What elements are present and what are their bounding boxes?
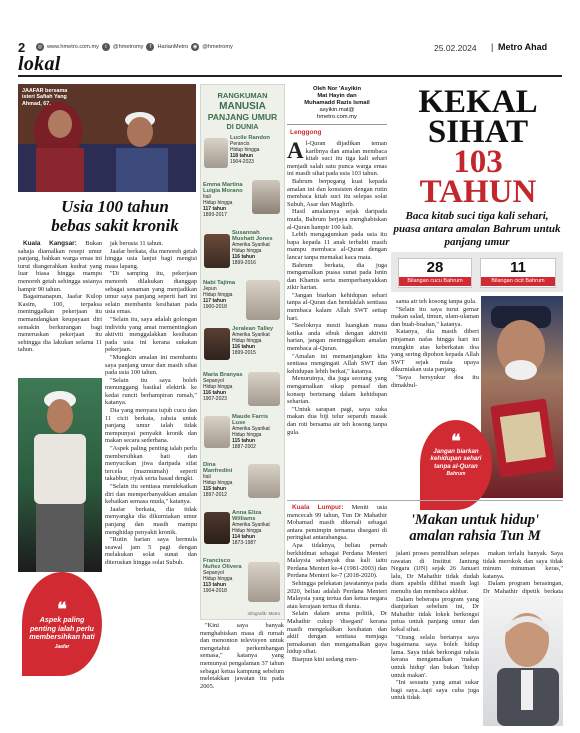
sidebar-entry-country: Amerika Syarikat xyxy=(232,332,270,338)
story-b-headline-line1: KEKAL xyxy=(418,84,538,120)
bahrum-figure xyxy=(481,296,563,498)
sidebar-entry-age: 117 tahun xyxy=(203,298,227,304)
sidebar-entry-label: Hidup hingga xyxy=(232,338,262,344)
sidebar-entry-label: Hidup hingga xyxy=(203,292,233,298)
story-b-para: Bahrum berpegang kuat kepada amalan ini dan konsisten dengan rutin membaca kitab suci itu selepas solat Subuh, Asar dan Maghrib. xyxy=(287,177,387,208)
sidebar-credit: Infografik: Metro xyxy=(247,611,280,616)
sidebar-entry-years: 1873-1987 xyxy=(232,540,256,546)
story-b-para: "Jangan biarkan kehidupan sehari tanpa al-Quran dan hendaklah sentiasa membaca kalam Allah SWT setiap hari. xyxy=(287,291,387,322)
story-c-para: Apa tidaknya, beliau pernah berkhidmat sebagai Perdana Menteri Malaysia sebanyak dua kali iaitu Perdana Menteri ke-4 (1981-2003) dan Perdana Menteri ke-7 (2018-2020). xyxy=(287,541,387,580)
story-b-quote-bubble xyxy=(420,420,492,510)
sidebar-entry-years: 1887-2002 xyxy=(232,444,256,450)
mahathir-figure xyxy=(483,596,563,726)
sidebar-entry-name: Maria Branyas xyxy=(203,372,243,378)
byline-rule xyxy=(287,124,387,125)
sidebar-entry-years: 1904-2023 xyxy=(230,159,254,165)
sidebar-entry-country: Sepanyol xyxy=(203,570,224,576)
header-rule xyxy=(18,75,562,77)
story-c-para: makan terlalu banyak. Saya tidak merokok dan saya tidak minum minuman keras," katanya. xyxy=(483,550,563,580)
stat-great-grandchildren-label: Bilangan cicit Bahrum xyxy=(481,277,555,286)
jaafar-photo xyxy=(18,378,102,572)
story-b-para: Bahrum berkata, dia juga mengamalkan puasa sunat pada Isnin dan Khamis serta memperbanyakkan zikir harian. xyxy=(287,261,387,292)
sidebar-entry-country: Sepanyol xyxy=(203,378,224,384)
sidebar-entry-label: Hidup hingga xyxy=(230,147,260,153)
sidebar-entry-label: Hidup hingga xyxy=(232,248,262,254)
story-a-para: "Selain itu saya boleh menunggang basikal elektrik ke kedai runcit berhampiran rumah," katanya. xyxy=(105,376,197,407)
story-a-col3 xyxy=(200,622,284,722)
sidebar-entry-years: 1900-2018 xyxy=(203,304,227,310)
sidebar-entry-age: 116 tahun xyxy=(203,390,227,396)
story-a-para: Dia yang menyara tujuh cucu dan 11 cicit berkata, rahsia untuk panjang umur ialah tidak mempunyai penyakit kronik dan makan secara sederhana. xyxy=(105,407,197,445)
header-divider: | xyxy=(491,42,494,52)
story-a-para xyxy=(18,240,102,293)
sidebar-entry-country: Perancis xyxy=(230,141,250,147)
social-facebook[interactable]: HarianMetro xyxy=(157,44,189,50)
story-c-intro: Meniti usia mencecah 99 tahun, Tun Dr Mahathir Mohamad masih dikenali sebagai antara pemimpin ternama disegani di peringkat antarabangsa. xyxy=(287,504,387,542)
section-title: lokal xyxy=(18,53,61,75)
sidebar-entry-label: Hidup hingga xyxy=(203,384,233,390)
stat-grandchildren-label: Bilangan cucu Bahrum xyxy=(399,277,471,286)
sidebar-entry-age: 118 tahun xyxy=(230,153,254,159)
mahathir-photo xyxy=(483,596,563,726)
story-c-dateline: Kuala Lumpur: xyxy=(292,504,344,511)
sidebar-entry-country: Jepun xyxy=(203,286,217,292)
story-c-rule xyxy=(287,500,563,501)
story-b-dateline: Lenggong xyxy=(290,129,322,136)
sidebar-title-line4: DI DUNIA xyxy=(226,122,259,131)
sidebar-entry-country: Amerika Syarikat xyxy=(232,426,270,432)
sidebar-entry-name: Susannah Mushatt Jones xyxy=(232,230,273,242)
longevity-sidebar xyxy=(200,84,285,620)
social-website[interactable]: www.hmetro.com.my xyxy=(47,44,99,50)
story-a-para: "Selain itu, saya adalah golongan individu yang amat mementingkan aktiviti menggalakkan kesihatan pada usia ini kerana sukakan pekerjaan. xyxy=(105,315,197,354)
story-c-headline xyxy=(388,512,562,544)
story-a-para: "Mungkin amalan ini membantu saya panjang umur dan masih sihat pada usia 100 tahun. xyxy=(105,353,197,377)
story-b-para: "Selain itu saya turut gemar makan salad, timun, ulam-ulaman dan buah-buahan," katanya. xyxy=(391,305,479,328)
story-b-para: "Amalan ini memanjangkan kita sentiasa mengingati Allah SWT dan kehidupan lebih berkat," katanya. xyxy=(287,352,387,375)
byline-email-domain[interactable]: hmetro.com.my xyxy=(317,114,357,120)
sidebar-entry-country: Amerika Syarikat xyxy=(232,522,270,528)
story-a-text: Bukan sahaja diamalkan resepi umur panjang, bahkan warga emas ini turut diangerahkan kudrat yang luar biasa hingga mampu menoreh getah sehingga usianya hampir 90 tahun. xyxy=(18,240,102,293)
sidebar-entry-years: 1904-2018 xyxy=(203,588,227,594)
story-a-para xyxy=(18,293,102,354)
couple-photo-caption: JAAFAR bersama isteri Safiah Yang Ahmad, 67. xyxy=(22,88,68,107)
story-b-quote-author: Bahrum xyxy=(446,471,466,478)
story-a-col1 xyxy=(18,240,102,382)
sidebar-entry-years: 1899-2017 xyxy=(203,212,227,218)
jaafar-figure xyxy=(18,378,102,572)
couple-photo xyxy=(18,84,196,192)
sidebar-title-line2: MANUSIA xyxy=(219,101,266,112)
byline-author: Mat Hayin dan xyxy=(317,93,357,99)
story-a-para: "Di samping itu, pekerjaan menoreh dilakukan dianggap sebagai senaman yang menjadikan umur saya panjang seperti hari ini selain membantu kesihatan pada usia emas. xyxy=(105,270,197,316)
sidebar-entry-years: 1899-2015 xyxy=(232,350,256,356)
sidebar-entry-age: 115 tahun xyxy=(203,486,227,492)
sidebar-entry-country: Amerika Syarikat xyxy=(232,242,270,248)
globe-icon: ◎ xyxy=(37,44,43,50)
sidebar-title-line1: RANGKUMAN xyxy=(217,91,268,100)
story-c-para: Dalam program berasingan, Dr Mahathir dipetik berkata xyxy=(483,580,563,595)
story-a-para: Jaafar berkata, dia tidak menyangka dia dikurniakan umur panjang dan masih mampu menghidap penyakit kronik. xyxy=(105,505,197,536)
twitter-icon: t xyxy=(102,43,110,51)
story-a-dateline: Kuala Kangsar: xyxy=(23,240,77,247)
story-a-quote-bubble xyxy=(22,572,102,676)
story-a-para: Jaafar berkata, dia menoreh getah hingga usia lanjut bagi mengisi masa lapang. xyxy=(105,247,197,270)
sidebar-entry-label: Hidup hingga xyxy=(203,480,233,486)
story-a-text: Bagaimanapun, Jaafar Kulop Kasim, 100, terpaksa meninggalkan pekerjaan itu memandangkan keupayaan diri semakin berkurangan bagi meneruskan pekerjaan itu sehingga dia lakukan selama 11 tahun. xyxy=(18,293,102,354)
story-a-para: "Rutin harian saya bermula seawal jam 5 pagi dengan melakukan solat sunat dan diteruskan hingga solat Subuh. xyxy=(105,536,197,566)
byline-author: Oleh Nor 'Asyikin xyxy=(312,86,362,92)
story-c-col2 xyxy=(391,550,479,726)
story-a-quote-author: Jaafar xyxy=(54,643,70,650)
story-c-para: Sehingga pelekatan jawatannya pada 2020, beliau adalah Perdana Menteri Malaysia yang tertua dan ketua negara atau kerajaan tertua di dunia. xyxy=(287,579,387,610)
story-b-para: sama air teh kosong tanpa gula. xyxy=(396,298,477,305)
sidebar-entry-country: Itali xyxy=(203,194,211,200)
story-b-deck: Baca kitab suci tiga kali sehari, puasa antara amalan Bahrum untuk panjang umur xyxy=(393,210,561,248)
story-b-para: Katanya, dia masih diberi pinjaman nafas hingga hari ini mungkin atas keberkatan doa yang sering dipohon kepada Allah SWT sejak mula upaya dikurniakan usia panjang. xyxy=(391,328,479,374)
story-c-para: Biarpun kini sedang men- xyxy=(292,655,359,663)
story-c-headline-line1: 'Makan untuk hidup' xyxy=(410,512,540,528)
story-c-col1 xyxy=(287,504,387,726)
story-c-para: "Orang selalu bertanya saya bagaimana saya boleh hidup lama. Saya tidak berkongsi rahsia kerana mengamalkan 'makan untuk hidup' dan bukan 'hidup untuk makan'. xyxy=(391,633,479,679)
sidebar-entry-label: Hidup hingga xyxy=(203,576,233,582)
sidebar-entry-age: 113 tahun xyxy=(203,582,227,588)
story-a-headline xyxy=(33,197,197,235)
story-b-headline xyxy=(393,84,563,210)
story-b-headline-line4: TAHUN xyxy=(419,174,537,210)
story-b-lead: l-Quran dijadikan teman karibnya dan amalan membaca kitab suci itu tiga kali sehari menjadi salah satu punca warga emas ini masih sihat pada usia 103 tahun. xyxy=(287,140,387,178)
stat-great-grandchildren-value: 11 xyxy=(510,259,526,276)
story-b-headline-age: 103 xyxy=(453,144,503,180)
facebook-icon: f xyxy=(146,43,154,51)
story-c-para: "Ini sesuatu yang amat sukar bagi saya...tapi saya cuba juga untuk tidak xyxy=(391,679,479,702)
sidebar-entry-years: 1907-2023 xyxy=(203,396,227,402)
publication-brand: Metro Ahad xyxy=(498,42,548,52)
sidebar-entry-age: 116 tahun xyxy=(232,344,256,350)
sidebar-entry-name: Nabi Tajima xyxy=(203,280,236,286)
sidebar-entry-name: Anna Eliza Williams xyxy=(232,510,262,522)
sidebar-entry-years: 1899-2016 xyxy=(232,260,256,266)
story-c-para: Dalam beberapa program yang dianjurkan sebelum ini, Dr Mahathir tidak lokek berkongsi petua untuk panjang umur dan kekal sihat. xyxy=(391,595,479,633)
stat-grandchildren-value: 28 xyxy=(426,259,444,276)
sidebar-title-line3: PANJANG UMUR xyxy=(207,112,278,122)
sidebar-entry-age: 116 tahun xyxy=(232,254,256,260)
story-a-para: "Selain itu sentiasa mendekatkan diri dan memperbanyakkan amalan kebaikan semasa muda," katanya. xyxy=(105,483,197,506)
sidebar-entry-country: Itali xyxy=(203,474,211,480)
byline-author: Muhamadd Razis Ismail xyxy=(304,100,370,106)
story-b-para: "Saya bersyukur doa itu dimakbul- xyxy=(391,373,479,389)
social-links xyxy=(36,43,233,51)
bahrum-photo xyxy=(481,296,563,498)
quote-mark-icon: ❝ xyxy=(57,599,67,619)
story-b-dropcap: A xyxy=(287,140,304,163)
story-b-headline-line2: SIHAT xyxy=(427,114,529,150)
sidebar-entry-name: Jeralean Talley xyxy=(232,326,274,332)
sidebar-entry-age: 117 tahun xyxy=(203,206,227,212)
story-b-para: "Seeloknya mesti luangkan masa ketika anda sibuk dengan aktiviti harian, jangan meninggalkan amalan membaca al-Quran. xyxy=(287,322,387,353)
stat-grandchildren xyxy=(398,258,472,288)
sidebar-entry-age: 114 tahun xyxy=(232,534,256,540)
story-b-col2 xyxy=(391,298,479,416)
story-b-para: Hasil amalannya sejak daripada muda, Bahrum berjaya menghabiskan al-Quran hampir 100 kali. xyxy=(287,208,387,231)
sidebar-entry-name: Maude Farris Luse xyxy=(232,414,269,426)
sidebar-entry-name: Lucile Randon xyxy=(230,135,270,141)
quote-mark-icon: ❝ xyxy=(451,431,461,451)
story-a-para: jak berusia 11 tahun. xyxy=(110,240,164,247)
sidebar-entry-name: Dina Manfredini xyxy=(203,462,233,474)
story-b-quote: Jangan biarkan kehidupan sehari tanpa al-Quran xyxy=(430,448,482,470)
sidebar-entry-name: Francisco Nuñez Olivera xyxy=(203,558,242,570)
sidebar-entry-label: Hidup hingga xyxy=(203,200,233,206)
social-instagram[interactable]: @hmetromy xyxy=(202,44,233,50)
page-number: 2 xyxy=(18,40,26,55)
sidebar-entry-name: Emma Martina Luigia Morano xyxy=(203,182,243,194)
story-b-para: "Untuk sarapan pagi, saya suka makan dua biji telur separuh masak dan roti bersama air teh kosong tanpa gula. xyxy=(287,405,387,436)
sidebar-entry-years: 1897-2012 xyxy=(203,492,227,498)
issue-date: 25.02.2024 xyxy=(434,43,477,53)
story-c-lead xyxy=(287,504,387,542)
story-a-headline-line1: Usia 100 tahun xyxy=(61,197,169,216)
byline-email[interactable]: asyikin.mat@ xyxy=(319,107,355,113)
instagram-icon: ◉ xyxy=(193,44,198,50)
story-a-col2 xyxy=(105,240,197,720)
story-a-para: "Kini saya banyak menghabiskan masa di rumah dan menonton televisyen untuk mengetahui perkembangan semasa," katanya yang memunyai pengalaman 37 tahun sebagai ketua kampung sebelum meletakkan jawatan itu pada 2005. xyxy=(200,622,284,690)
story-a-para: "Aspek paling penting ialah perlu membersihkan hati dan menyucikan jiwa daripada sifat tercela (mazmumah) seperti takabbur, riyak serta hasad dengki. xyxy=(105,445,197,483)
story-a-quote: Aspek paling penting ialah perlu membersihkan hati xyxy=(29,615,95,642)
stat-great-grandchildren xyxy=(480,258,556,288)
sidebar-entry-label: Hidup hingga xyxy=(232,432,262,438)
story-b-byline xyxy=(287,86,387,121)
story-c-headline-line2: amalan rahsia Tun M xyxy=(409,528,541,544)
sidebar-entry-label: Hidup hingga xyxy=(232,528,262,534)
story-b-para: Menurutnya, dia juga seorang yang mengamalkan sikap pemaaf dan konsep bertenang dalam kehidupan seharian. xyxy=(287,375,387,406)
story-a-headline-line2: bebas sakit kronik xyxy=(51,216,179,235)
story-c-para: jalani proses pemulihan selepas rawatan di Institut Jantung Negara (IJN) sejak 26 Januari lalu, Dr Mahathir tidak dudah diam apabila dilihat masih lagi menulis dan membaca akhbar. xyxy=(391,550,479,595)
story-b-col1 xyxy=(287,140,387,504)
story-b-para: Lebih mengagumkan pada usia itu bapa kepada 11 anak terbabit masih mampu membaca al-Quran dengan lancar tanpa memakai kaca mata. xyxy=(287,231,387,261)
social-twitter[interactable]: @hmetromy xyxy=(112,44,144,50)
story-c-para: Selain dalam arena politik, Dr Mahathir cukup 'disegani' kerana masih mengekalkan kesihatan dan aktif dengan sentiasa menjaga pemakanan dan mengamalkan gaya hidup sihat. xyxy=(287,610,387,656)
sidebar-entry-age: 115 tahun xyxy=(232,438,256,444)
